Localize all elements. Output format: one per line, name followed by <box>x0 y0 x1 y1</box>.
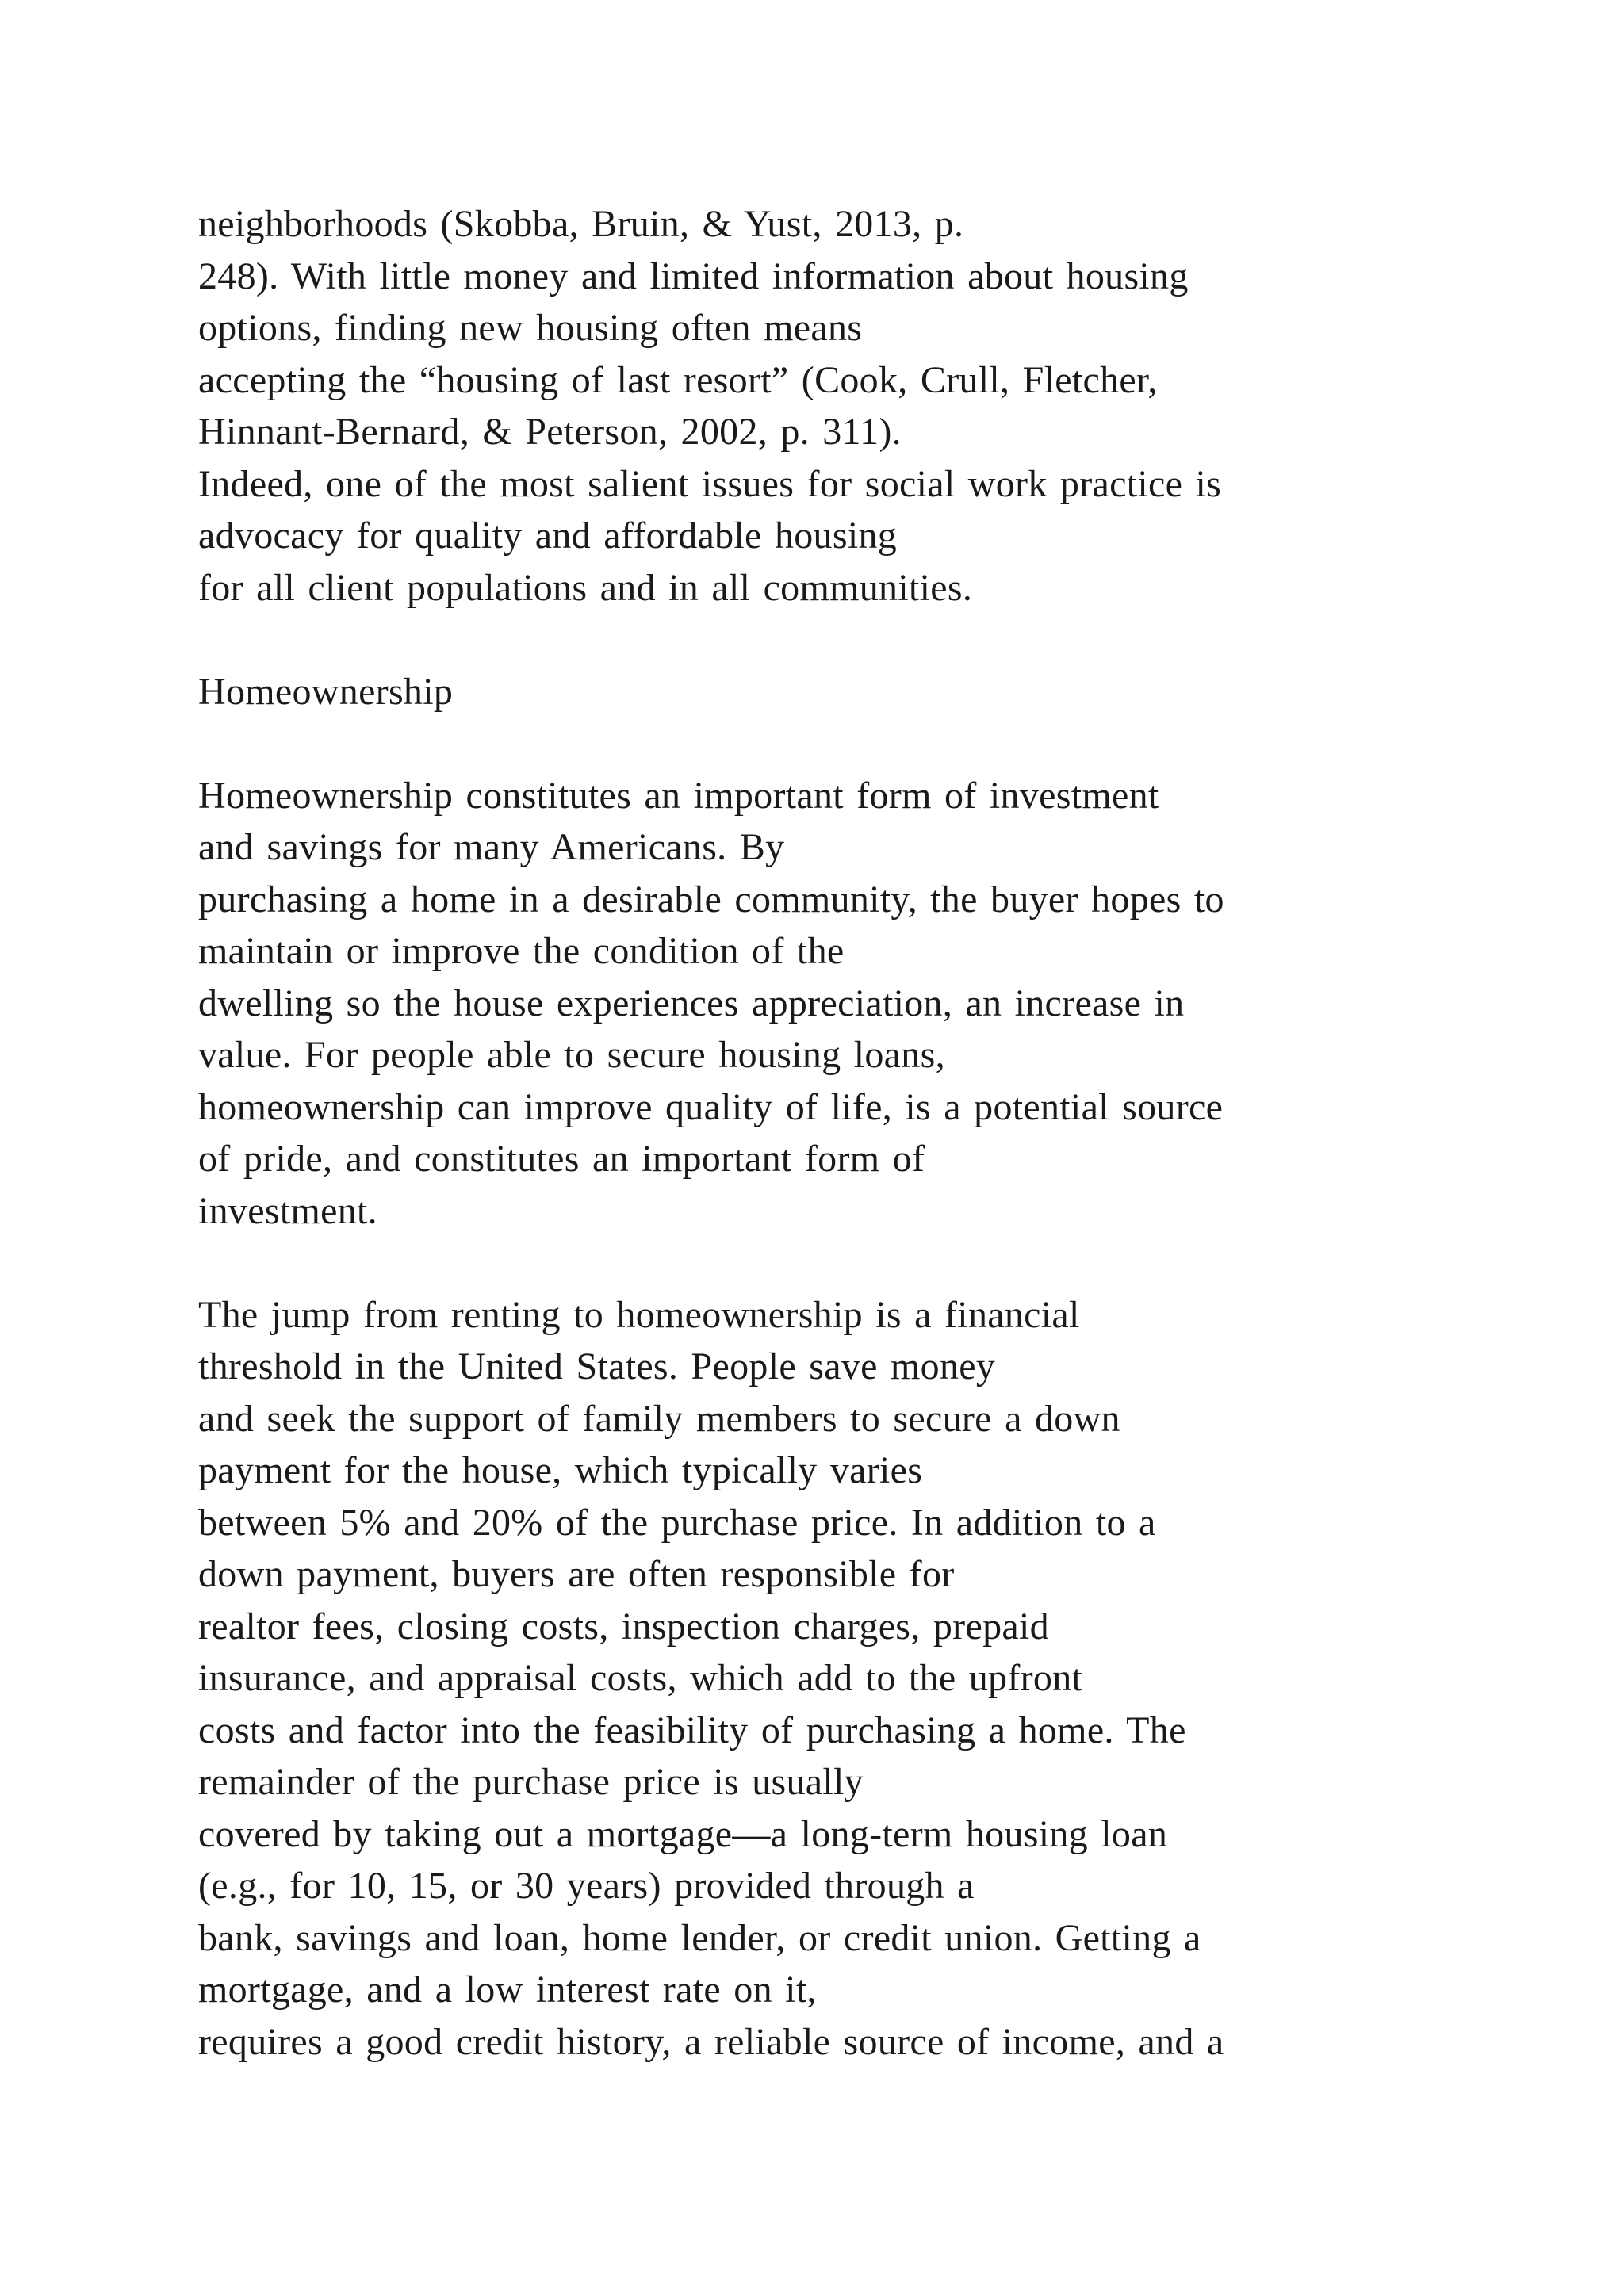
paragraph-gap <box>198 1237 1483 1289</box>
text-line: bank, savings and loan, home lender, or credit union. Getting a <box>198 1916 1201 1959</box>
text-line: for all client populations and in all communities. <box>198 566 973 609</box>
section-heading: Homeownership <box>198 670 454 713</box>
text-line: Indeed, one of the most salient issues for social work practice is <box>198 462 1222 505</box>
text-line: maintain or improve the condition of the <box>198 930 845 972</box>
text-line: covered by taking out a mortgage—a long-term housing loan <box>198 1812 1168 1855</box>
document-body <box>198 198 1483 2068</box>
text-line: requires a good credit history, a reliable source of income, and a <box>198 2020 1224 2063</box>
text-line: dwelling so the house experiences appreciation, an increase in <box>198 982 1185 1024</box>
paragraph-gap <box>198 614 1483 666</box>
text-line: realtor fees, closing costs, inspection charges, prepaid <box>198 1605 1049 1647</box>
text-line: options, finding new housing often means <box>198 307 863 349</box>
text-line: down payment, buyers are often responsible for <box>198 1553 955 1595</box>
text-line: investment. <box>198 1189 377 1232</box>
text-line: (e.g., for 10, 15, or 30 years) provided through a <box>198 1865 975 1907</box>
text-line: threshold in the United States. People save money <box>198 1345 996 1387</box>
text-line: payment for the house, which typically varies <box>198 1449 923 1491</box>
text-line: The jump from renting to homeownership is a financial <box>198 1293 1080 1336</box>
text-line: and seek the support of family members to secure a down <box>198 1397 1120 1440</box>
text-line: accepting the “housing of last resort” (Cook, Crull, Fletcher, <box>198 358 1158 401</box>
text-line: advocacy for quality and affordable housing <box>198 515 898 557</box>
text-line: value. For people able to secure housing loans, <box>198 1034 945 1076</box>
text-line: 248). With little money and limited information about housing <box>198 254 1189 297</box>
text-line: purchasing a home in a desirable community, the buyer hopes to <box>198 878 1224 920</box>
text-line: homeownership can improve quality of life, is a potential source <box>198 1085 1224 1128</box>
text-line: and savings for many Americans. By <box>198 826 785 868</box>
text-line: of pride, and constitutes an important form of <box>198 1138 925 1180</box>
text-line: insurance, and appraisal costs, which add to the upfront <box>198 1657 1083 1699</box>
text-line: costs and factor into the feasibility of purchasing a home. The <box>198 1709 1186 1751</box>
text-line: Homeownership constitutes an important form of investment <box>198 774 1159 817</box>
text-line: neighborhoods (Skobba, Bruin, & Yust, 2013, p. <box>198 203 964 245</box>
text-line: Hinnant-Bernard, & Peterson, 2002, p. 311). <box>198 411 902 453</box>
text-line: mortgage, and a low interest rate on it, <box>198 1969 817 2011</box>
text-line: remainder of the purchase price is usually <box>198 1761 864 1803</box>
paragraph-gap <box>198 718 1483 770</box>
text-line: between 5% and 20% of the purchase price. In addition to a <box>198 1501 1156 1544</box>
